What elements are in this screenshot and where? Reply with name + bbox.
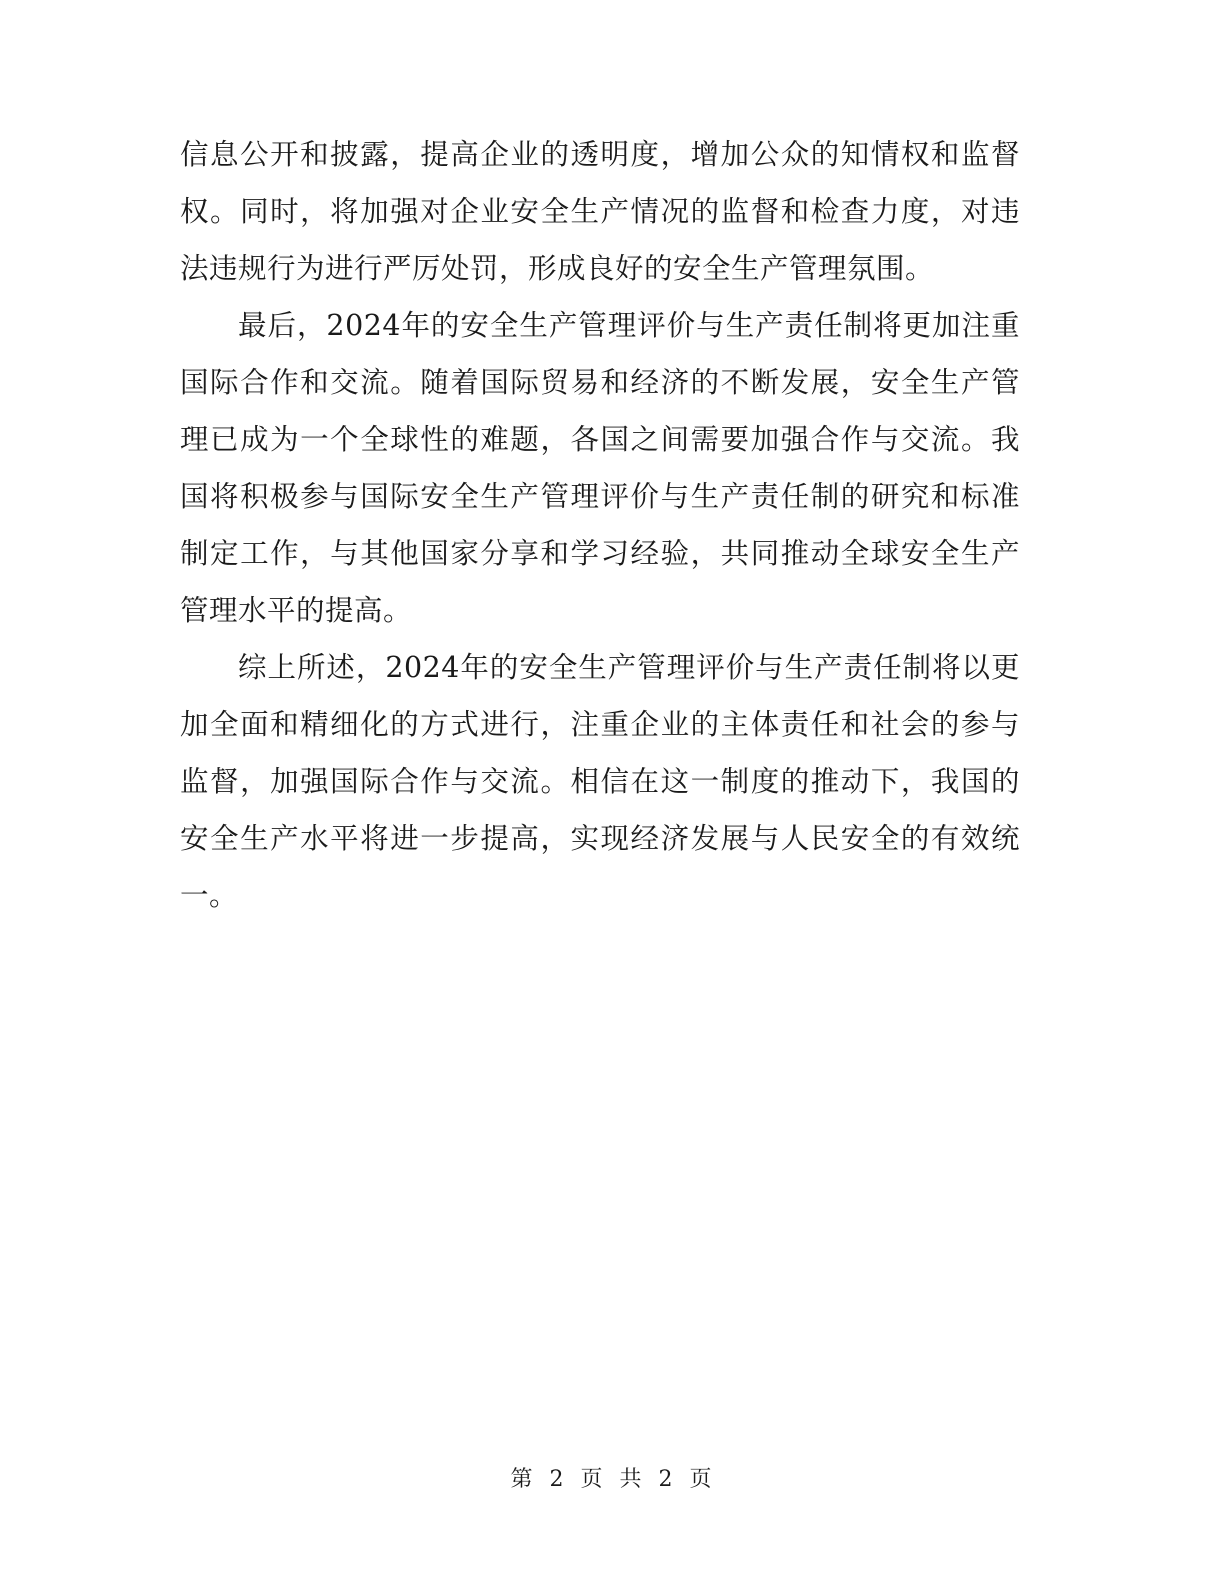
paragraph-3: 综上所述，2024年的安全生产管理评价与生产责任制将以更加全面和精细化的方式进行，注重企业的主体责任和社会的参与监督，加强国际合作与交流。相信在这一制度的推动下，我国的安全生产水平将进一步提高，实现经济发展与人民安全的有效统一。 bbox=[180, 651, 1020, 912]
paragraph-2: 最后，2024年的安全生产管理评价与生产责任制将更加注重国际合作和交流。随着国际贸易和经济的不断发展，安全生产管理已成为一个全球性的难题，各国之间需要加强合作与交流。我国将积极参与国际安全生产管理评价与生产责任制的研究和标准制定工作，与其他国家分享和学习经验，共同推动全球安全生产管理水平的提高。 bbox=[180, 309, 1020, 627]
document-body bbox=[180, 126, 1020, 924]
paragraph-1: 信息公开和披露，提高企业的透明度，增加公众的知情权和监督权。同时，将加强对企业安全生产情况的监督和检查力度，对违法违规行为进行严厉处罚，形成良好的安全生产管理氛围。 bbox=[180, 138, 1020, 285]
page-number-footer: 第 2 页 共 2 页 bbox=[510, 1467, 714, 1492]
